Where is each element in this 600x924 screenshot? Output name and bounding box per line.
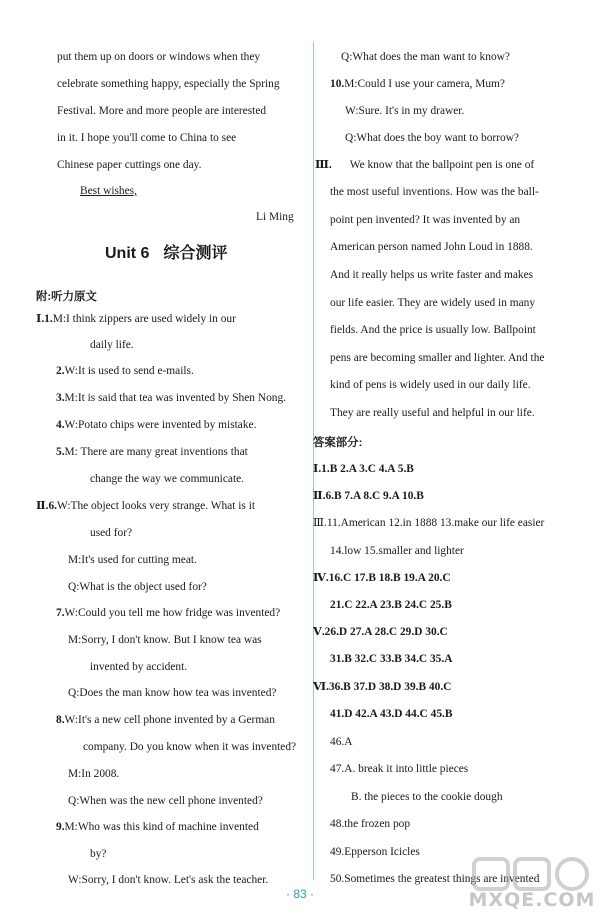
letter-line-4: in it. I hope you'll come to China to see (57, 132, 237, 144)
transcript-line (56, 445, 248, 459)
transcript-line (90, 472, 244, 486)
transcript-text: Q:What does the boy want to borrow? (345, 132, 519, 144)
item-mark: Ⅲ. (315, 159, 332, 171)
transcript-text: American person named John Loud in 1888. (330, 241, 533, 253)
transcript-text: pens are becoming smaller and lighter. And the (330, 352, 545, 364)
answer-line: 48.the frozen pop (330, 818, 411, 830)
answer-line: Ⅱ.6.B 7.A 8.C 9.A 10.B (313, 490, 424, 502)
transcript-line (330, 240, 533, 254)
transcript-text: M:Who was this kind of machine invented (64, 821, 259, 833)
transcript-line (90, 526, 132, 540)
item-mark: 8. (56, 714, 65, 726)
transcript-line (330, 268, 533, 282)
transcript-text: fields. And the price is usually low. Ballpoint (330, 324, 536, 336)
transcript-line (90, 660, 187, 674)
transcript-line (90, 847, 106, 861)
transcript-text: Q:What is the object used for? (68, 581, 207, 593)
item-mark: 2. (56, 365, 65, 377)
answer-line: 31.B 32.C 33.B 34.C 35.A (330, 653, 453, 665)
letter-line-1: put them up on doors or windows when they (57, 51, 261, 63)
transcript-text: M:Could I use your camera, Mum? (344, 78, 505, 90)
letter-signature: Li Ming (256, 211, 294, 223)
transcript-line (56, 713, 275, 727)
item-mark: Ⅰ.1. (36, 313, 53, 325)
transcript-line (330, 213, 520, 227)
unit-number: Unit 6 (105, 245, 150, 262)
transcript-text: W:Could you tell me how fridge was invented? (64, 607, 281, 619)
transcript-text: invented by accident. (90, 661, 188, 673)
transcript-text: W:It's a new cell phone invented by a German (64, 714, 275, 726)
transcript-line (56, 391, 286, 405)
transcript-text: And it really helps us write faster and makes (330, 269, 534, 281)
page-number: · 83 · (285, 887, 314, 901)
transcript-line (68, 553, 197, 567)
transcript-text: W:Sorry, I don't know. Let's ask the teacher. (68, 874, 269, 886)
answer-line: 21.C 22.A 23.B 24.C 25.B (330, 599, 452, 611)
transcript-text: point pen invented? It was invented by an (330, 214, 521, 226)
answer-line: Ⅳ.16.C 17.B 18.B 19.A 20.C (313, 572, 451, 584)
transcript-text: company. Do you know when it was invented? (83, 741, 297, 753)
transcript-line (330, 296, 535, 310)
transcript-text: M:Sorry, I don't know. But I know tea was (68, 634, 262, 646)
unit-subtitle: 综合测评 (163, 245, 228, 262)
transcript-line (56, 820, 259, 834)
transcript-text: We know that the ballpoint pen is one of (349, 159, 535, 171)
transcript-line (90, 338, 134, 352)
answer-line: 14.low 15.smaller and lighter (330, 545, 464, 557)
transcript-text: M: There are many great inventions that (64, 446, 248, 458)
answer-line: 49.Epperson Icicles (330, 846, 420, 858)
transcript-line (83, 740, 296, 754)
transcript-line (330, 77, 505, 91)
transcript-text: W:Sure. It's in my drawer. (345, 105, 465, 117)
answer-line: Ⅲ.11.American 12.in 1888 13.make our life easier (313, 517, 545, 529)
answer-line: 41.D 42.A 43.D 44.C 45.B (330, 708, 453, 720)
transcript-line (330, 351, 544, 365)
item-mark: 3. (56, 392, 65, 404)
transcript-text: Q:What does the man want to know? (341, 51, 510, 63)
transcript-text: M:It's used for cutting meat. (68, 554, 197, 566)
item-mark: 7. (56, 607, 65, 619)
transcript-text: W:It is used to send e-mails. (64, 365, 194, 377)
transcript-line (345, 131, 519, 145)
transcript-text: our life easier. They are widely used in many (330, 297, 536, 309)
transcript-text: kind of pens is widely used in our daily life. (330, 379, 531, 391)
watermark-logo (468, 855, 596, 919)
transcript-line (330, 185, 539, 199)
transcript-line (36, 499, 255, 513)
transcript-text: by? (90, 848, 107, 860)
answer-line: 47.A. break it into little pieces (330, 763, 469, 775)
transcript-text: W:The object looks very strange. What is it (57, 500, 256, 512)
transcript-line (345, 104, 464, 118)
transcript-line (68, 767, 119, 781)
transcript-text: Q:When was the new cell phone invented? (68, 795, 263, 807)
transcript-text: M:I think zippers are used widely in our (52, 313, 236, 325)
answer-line: Ⅰ.1.B 2.A 3.C 4.A 5.B (313, 463, 414, 475)
transcript-text: W:Potato chips were invented by mistake. (64, 419, 257, 431)
item-mark: 9. (56, 821, 65, 833)
transcript-line (330, 406, 535, 420)
transcript-line (56, 418, 256, 432)
appendix-header: 附:听力原文 (36, 291, 97, 303)
transcript-line (341, 50, 510, 64)
item-mark: 10. (330, 78, 345, 90)
answer-line: B. the pieces to the cookie dough (351, 791, 503, 803)
transcript-text: They are really useful and helpful in our life. (330, 407, 535, 419)
transcript-line (68, 873, 268, 887)
answer-line: 46.A (330, 736, 353, 748)
answer-line: Ⅵ.36.B 37.D 38.D 39.B 40.C (313, 681, 452, 693)
answer-line: 50.Sometimes the greatest things are invented (330, 873, 540, 885)
transcript-line (315, 158, 534, 172)
unit-title (105, 240, 227, 263)
answer-line: Ⅴ.26.D 27.A 28.C 29.D 30.C (313, 626, 448, 638)
item-mark: 4. (56, 419, 65, 431)
transcript-line (56, 606, 280, 620)
transcript-line (56, 364, 194, 378)
transcript-line (68, 580, 207, 594)
transcript-text: Q:Does the man know how tea was invented? (68, 687, 277, 699)
letter-line-5: Chinese paper cuttings one day. (57, 159, 202, 171)
transcript-line (68, 633, 262, 647)
item-mark: Ⅱ.6. (36, 500, 57, 512)
watermark-text: MXQE.COM (468, 889, 596, 911)
transcript-text: the most useful inventions. How was the ball- (330, 186, 539, 198)
letter-line-2: celebrate something happy, especially the Spring (57, 78, 280, 90)
transcript-text: M:It is said that tea was invented by Shen Nong. (64, 392, 286, 404)
answers-header: 答案部分: (313, 437, 363, 449)
letter-closing: Best wishes, (80, 185, 137, 197)
transcript-line (330, 378, 531, 392)
transcript-text: used for? (90, 527, 133, 539)
transcript-text: M:In 2008. (68, 768, 120, 780)
transcript-text: daily life. (90, 339, 134, 351)
letter-line-3: Festival. More and more people are interested (57, 105, 267, 117)
transcript-line (68, 686, 276, 700)
transcript-line (330, 323, 536, 337)
item-mark: 5. (56, 446, 65, 458)
transcript-text: change the way we communicate. (90, 473, 245, 485)
column-divider (313, 42, 314, 880)
transcript-line (36, 312, 236, 326)
transcript-line (68, 794, 263, 808)
